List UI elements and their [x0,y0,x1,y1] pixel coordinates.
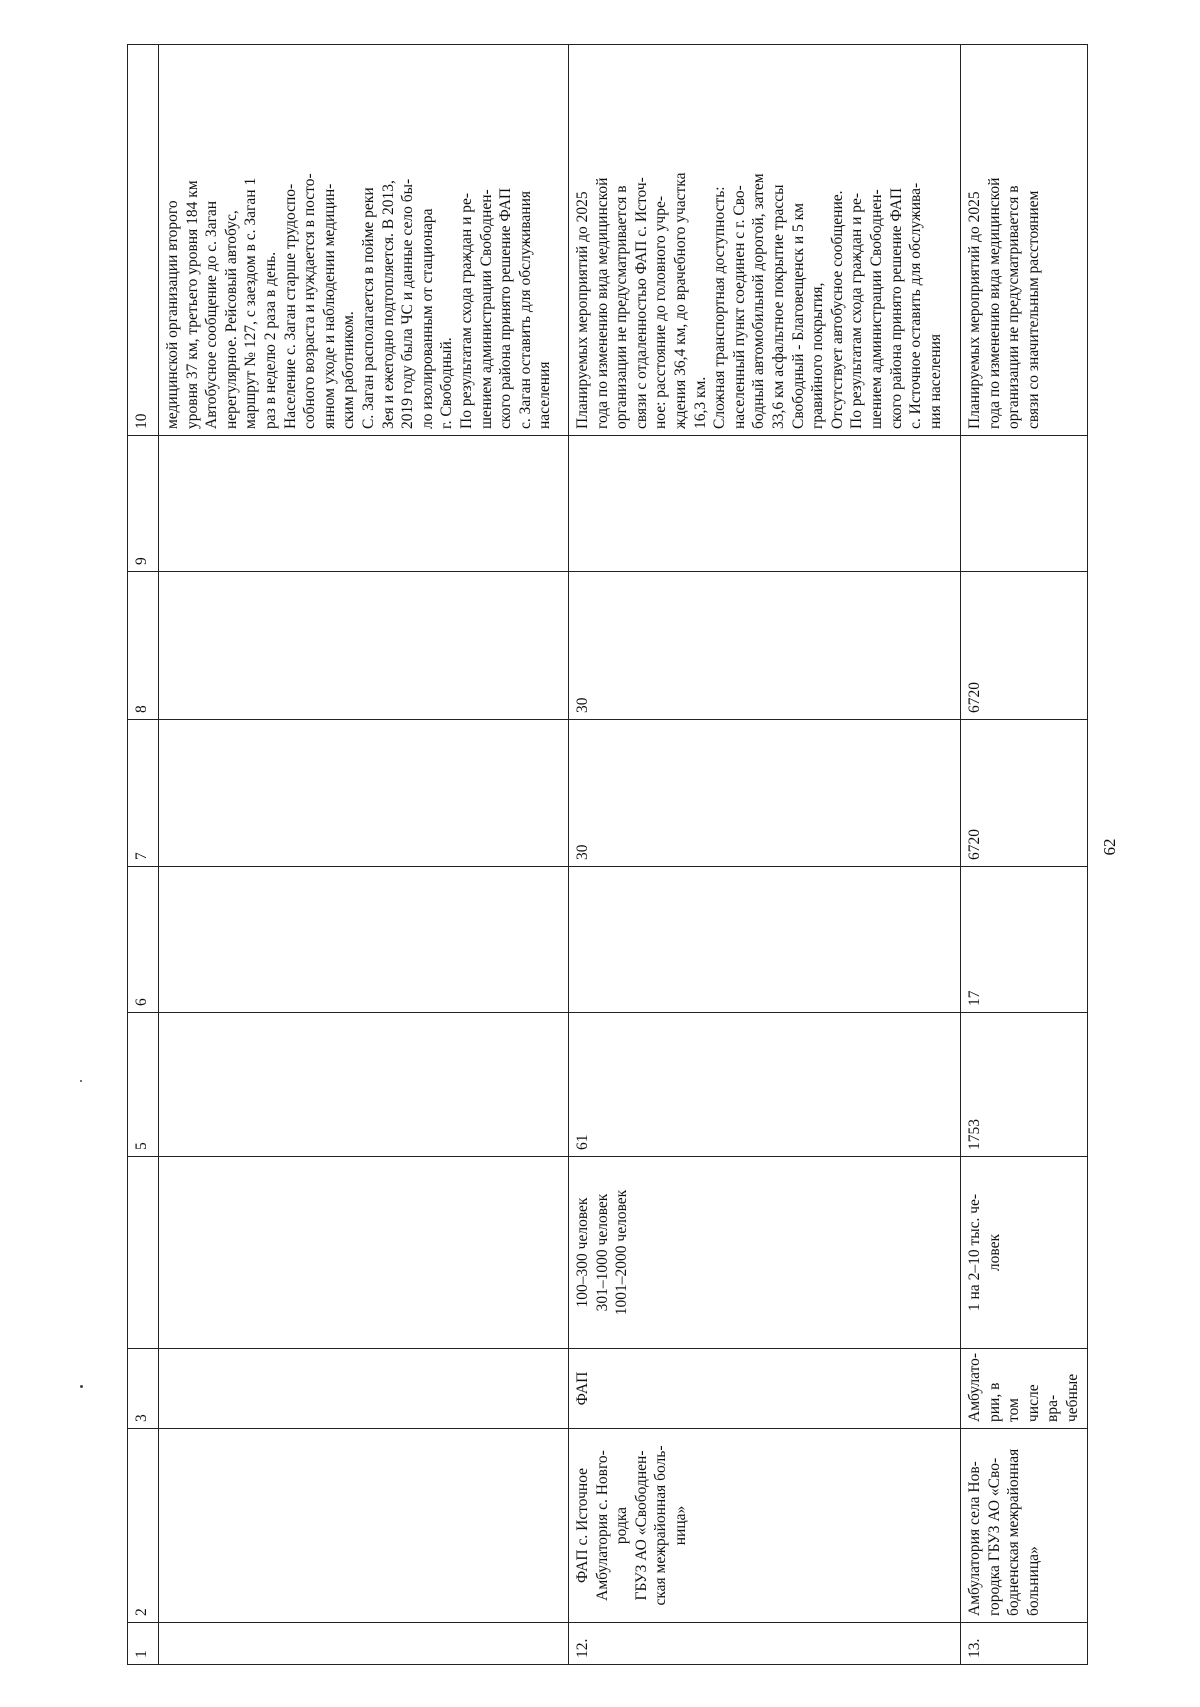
name-line: городка ГБУЗ АО «Сво- [985,1457,1003,1616]
comment-line: Сложная транспортная доступность: [711,186,729,429]
name-line: больница» [1024,1546,1042,1616]
cell-col5: 61 [569,1013,961,1157]
comment-line: шением администрации Свободнен- [867,189,885,429]
comment-line: с. Заган оставить для обслуживания [516,190,534,429]
comment-line: организации не предусматривается в [613,185,631,429]
comment-line: С. Заган располагается в пойме реки [359,187,377,429]
cell-col8: 6720 [961,572,1088,720]
comment-line: собного возраста и нуждается в посто- [301,173,319,429]
comment-line: года по изменению вида медицинской [593,177,611,429]
type-line: числе вра- [1024,1384,1062,1422]
norm [961,1157,1088,1349]
comment-line: По результатам схода граждан и ре- [457,192,475,429]
comment-line: уровня 37 км, третьего уровня 184 км [183,180,201,429]
name-line: Амбулатория с. Новго- [593,1450,611,1601]
comment-line: Зея и ежегодно подтопляется. В 2013, [379,180,397,429]
header-cell: 10 [128,45,159,436]
cell-col9 [569,436,961,572]
comment-line: маршрут № 127, с заездом в с. Заган 1 [242,177,260,429]
type-line: чебные [1063,1373,1081,1422]
comment-line: Отсутствует автобусное сообщение. [828,190,846,429]
norm-line: ловек [985,1233,1003,1272]
comment-line: связи с отдаленностью ФАП с. Источ- [632,177,650,429]
page-number: 62 [1100,838,1119,856]
comment-line: 16,3 км. [691,376,709,429]
norm [159,1157,569,1349]
comment-line: ского района принято решение ФАП [887,187,905,429]
comment-line: населения [536,361,554,429]
comment-line: с. Источное оставить для обслужива- [907,182,925,429]
comment-line: шением администрации Свободнен- [477,189,495,429]
name-line: бодненская межрайонная [1005,1448,1023,1616]
header-cell [128,1157,159,1349]
header-cell: 8 [128,572,159,720]
comment-line: медицинской организации второго [164,200,181,429]
name-line: ГБУЗ АО «Свободнен- [632,1450,650,1601]
table-row [569,45,961,1665]
header-row [128,45,159,1665]
row-number: 12. [569,1623,961,1665]
comment-line: Свободный - Благовещенск и 5 км [789,203,807,429]
name-line: ФАП с. Источное [574,1467,591,1584]
comment-line: 33,6 км асфальтное покрытие трассы [769,184,787,429]
cell-col5: 1753 [961,1013,1088,1157]
row-number: 13. [961,1623,1088,1665]
cell-col8: 30 [569,572,961,720]
row-number [159,1623,569,1665]
scan-speck [80,1080,82,1082]
cell-col7: 6720 [961,720,1088,867]
facility-name [569,1429,961,1623]
header-cell: 2 [128,1429,159,1623]
cell-col5 [159,1013,569,1157]
norm [569,1157,961,1349]
norm-line: 1001–2000 человек [613,1189,631,1316]
type-line: Амбулато- [966,1352,983,1422]
cell-col7 [159,720,569,867]
comment-line: г. Свободный. [438,337,456,429]
scan-speck [80,1385,83,1388]
comment-line: Население с. Заган старше трудоспо- [281,183,299,429]
comment-line: Планируемых мероприятий до 2025 [966,191,983,429]
cell-col9 [159,436,569,572]
comment-line: янном уходе и наблюдении медицин- [320,183,338,429]
header-cell: 3 [128,1349,159,1429]
comment-line: ния населения [926,333,944,429]
comment-line: ским работником. [340,311,358,429]
comment-cell [159,45,569,436]
name-line: родка [613,1506,631,1545]
header-cell: 9 [128,436,159,572]
comment-line: организации не предусматривается в [1005,185,1023,429]
comment-cell [961,45,1088,436]
name-line: Амбулатория села Нов- [966,1461,983,1616]
cell-col9 [961,436,1088,572]
comment-line: ждения 36,4 км, до врачебного участка [671,172,689,429]
facility-type [159,1349,569,1429]
table-row [159,45,569,1665]
comment-line: По результатам схода граждан и ре- [848,192,866,429]
cell-col6 [569,867,961,1013]
header-cell: 1 [128,1623,159,1665]
norm-line: 1 на 2–10 тыс. че- [966,1193,983,1312]
comment-cell [569,45,961,436]
header-cell: 6 [128,867,159,1013]
header-cell: 7 [128,720,159,867]
comment-line: ло изолированным от стационара [418,208,436,429]
comment-line: связи со значительным расстоянием [1024,190,1042,429]
comment-line: населенный пункт соединен с г. Сво- [730,185,748,429]
data-table [127,44,1088,1665]
name-line: ница» [671,1505,689,1546]
cell-col6 [159,867,569,1013]
cell-col8 [159,572,569,720]
comment-line: ное: расстояние до головного учре- [652,196,670,429]
cell-col7: 30 [569,720,961,867]
comment-line: ского района принято решение ФАП [497,187,515,429]
comment-line: раз в неделю 2 раза в день. [261,251,279,429]
facility-type [961,1349,1088,1429]
comment-line: года по изменению вида медицинской [985,177,1003,429]
comment-line: Автобусное сообщение до с. Заган [203,200,221,429]
table-row [961,45,1088,1665]
cell-col6: 17 [961,867,1088,1013]
facility-type: ФАП [569,1349,961,1429]
comment-line: 2019 году была ЧС и данные село бы- [399,178,417,429]
comment-line: гравийного покрытия, [809,282,827,429]
header-cell: 5 [128,1013,159,1157]
type-line: рии, в том [985,1382,1023,1422]
comment-line: бодный автомобильной дорогой, затем [750,173,768,429]
comment-line: Планируемых мероприятий до 2025 [574,191,591,429]
facility-name [961,1429,1088,1623]
norm-line: 301–1000 человек [593,1193,611,1312]
norm-line: 100–300 человек [574,1197,591,1308]
name-line: ская межрайонная боль- [652,1445,670,1606]
facility-name [159,1429,569,1623]
comment-line: нерегулярное. Рейсовый автобус, [222,210,240,429]
